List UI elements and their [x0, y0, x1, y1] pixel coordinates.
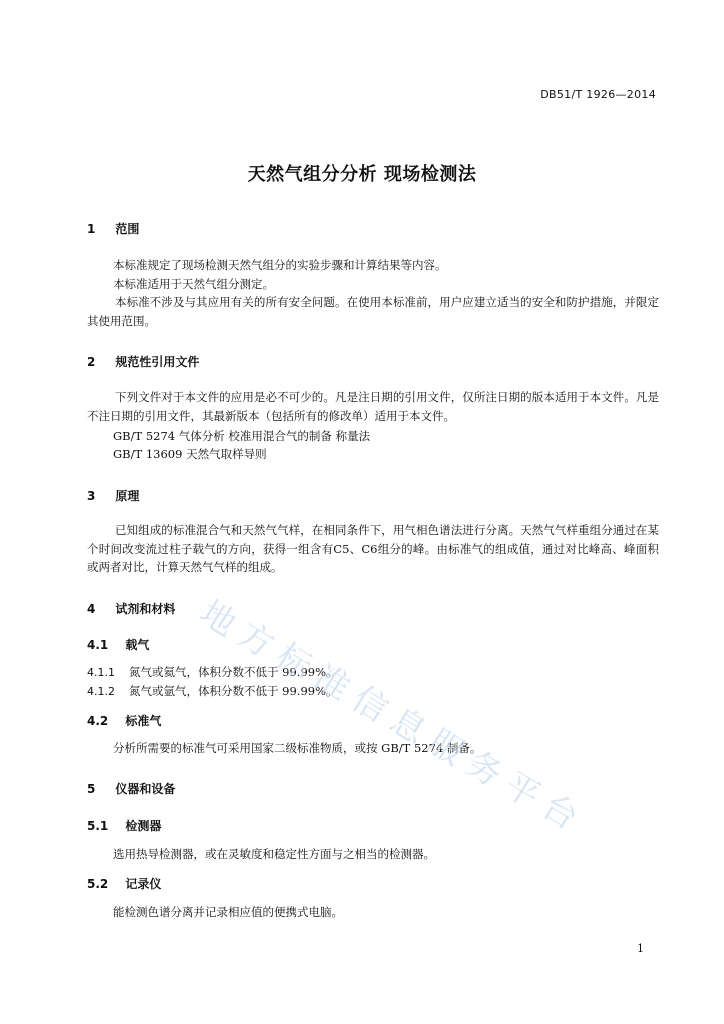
clause-item — [87, 683, 338, 699]
watermark-char: 务 — [458, 743, 509, 796]
watermark-char: 台 — [534, 786, 585, 839]
paragraph: 本标准规定了现场检测天然气组分的实验步骤和计算结果等内容。 — [113, 258, 447, 272]
reference-item: GB/T 5274 气体分析 校准用混合气的制备 称量法 — [113, 429, 371, 443]
section-5-1-heading — [87, 817, 161, 834]
section-number: 1 — [87, 222, 96, 236]
paragraph: 本标准不涉及与其应用有关的所有安全问题。在使用本标准前，用户应建立适当的安全和防护措施，并限定其使用范围。 — [87, 295, 659, 328]
section-number: 3 — [87, 489, 96, 503]
section-number: 5 — [87, 782, 96, 796]
section-4-2-heading — [87, 712, 161, 729]
section-title: 检测器 — [125, 819, 162, 833]
section-title: 记录仪 — [125, 877, 162, 891]
clause-text: 氮气或氩气，体积分数不低于 99.99%。 — [129, 684, 338, 698]
section-4-1-heading — [87, 636, 149, 653]
standard-number: DB51/T 1926—2014 — [540, 88, 656, 101]
section-title: 范围 — [115, 222, 140, 236]
clause-text: 氮气或氦气，体积分数不低于 99.99%。 — [129, 665, 338, 679]
paragraph: 本标准适用于天然气组分测定。 — [113, 277, 274, 291]
section-title: 标准气 — [125, 714, 162, 728]
section-5-heading — [87, 780, 175, 797]
section-number: 5.1 — [87, 819, 109, 833]
watermark-char: 标 — [268, 635, 319, 688]
watermark-char: 准 — [306, 657, 357, 710]
paragraph: 能检测色谱分离并记录相应值的便携式电脑。 — [113, 905, 343, 919]
watermark-text — [193, 593, 585, 838]
watermark-char: 地 — [192, 592, 243, 645]
section-number: 5.2 — [87, 877, 109, 891]
paragraph: 已知组成的标准混合气和天然气气样，在相同条件下，用气相色谱法进行分离。天然气气样重组分通过在某个时间改变流过柱子载气的方向，获得一组含有C5、C6组分的峰。由标准气的组成值，通过对比峰高、峰面积或两者对比，计算天然气气样的组成。 — [87, 523, 659, 574]
section-2-heading — [87, 353, 199, 370]
page-number: 1 — [637, 942, 644, 955]
section-number: 4.2 — [87, 714, 109, 728]
paragraph: 下列文件对于本文件的应用是必不可少的。凡是注日期的引用文件，仅所注日期的版本适用于本文件。凡是不注日期的引用文件，其最新版本（包括所有的修改单）适用于本文件。 — [87, 390, 659, 423]
section-3-heading — [87, 487, 139, 504]
paragraph: 选用热导检测器，或在灵敏度和稳定性方面与之相当的检测器。 — [113, 847, 435, 861]
watermark-char: 服 — [420, 721, 471, 774]
section-number: 2 — [87, 355, 96, 369]
watermark-char: 平 — [496, 764, 547, 817]
section-1-heading — [87, 220, 139, 237]
watermark-char: 方 — [230, 614, 281, 667]
section-title: 载气 — [125, 638, 150, 652]
reference-item: GB/T 13609 天然气取样导则 — [113, 447, 267, 461]
section-5-2-heading — [87, 875, 161, 892]
section-title: 仪器和设备 — [115, 782, 176, 796]
paragraph: 分析所需要的标准气可采用国家二级标准物质，或按 GB/T 5274 制备。 — [113, 741, 482, 755]
section-number: 4 — [87, 602, 96, 616]
section-title: 原理 — [115, 489, 140, 503]
watermark-char: 息 — [382, 700, 433, 753]
clause-number: 4.1.1 — [87, 666, 115, 679]
clause-item — [87, 664, 338, 680]
clause-number: 4.1.2 — [87, 685, 115, 698]
section-title: 规范性引用文件 — [115, 355, 200, 369]
section-number: 4.1 — [87, 638, 109, 652]
document-title: 天然气组分分析 现场检测法 — [247, 164, 477, 185]
section-title: 试剂和材料 — [115, 602, 176, 616]
section-4-heading — [87, 600, 175, 617]
watermark-char: 信 — [344, 678, 395, 731]
